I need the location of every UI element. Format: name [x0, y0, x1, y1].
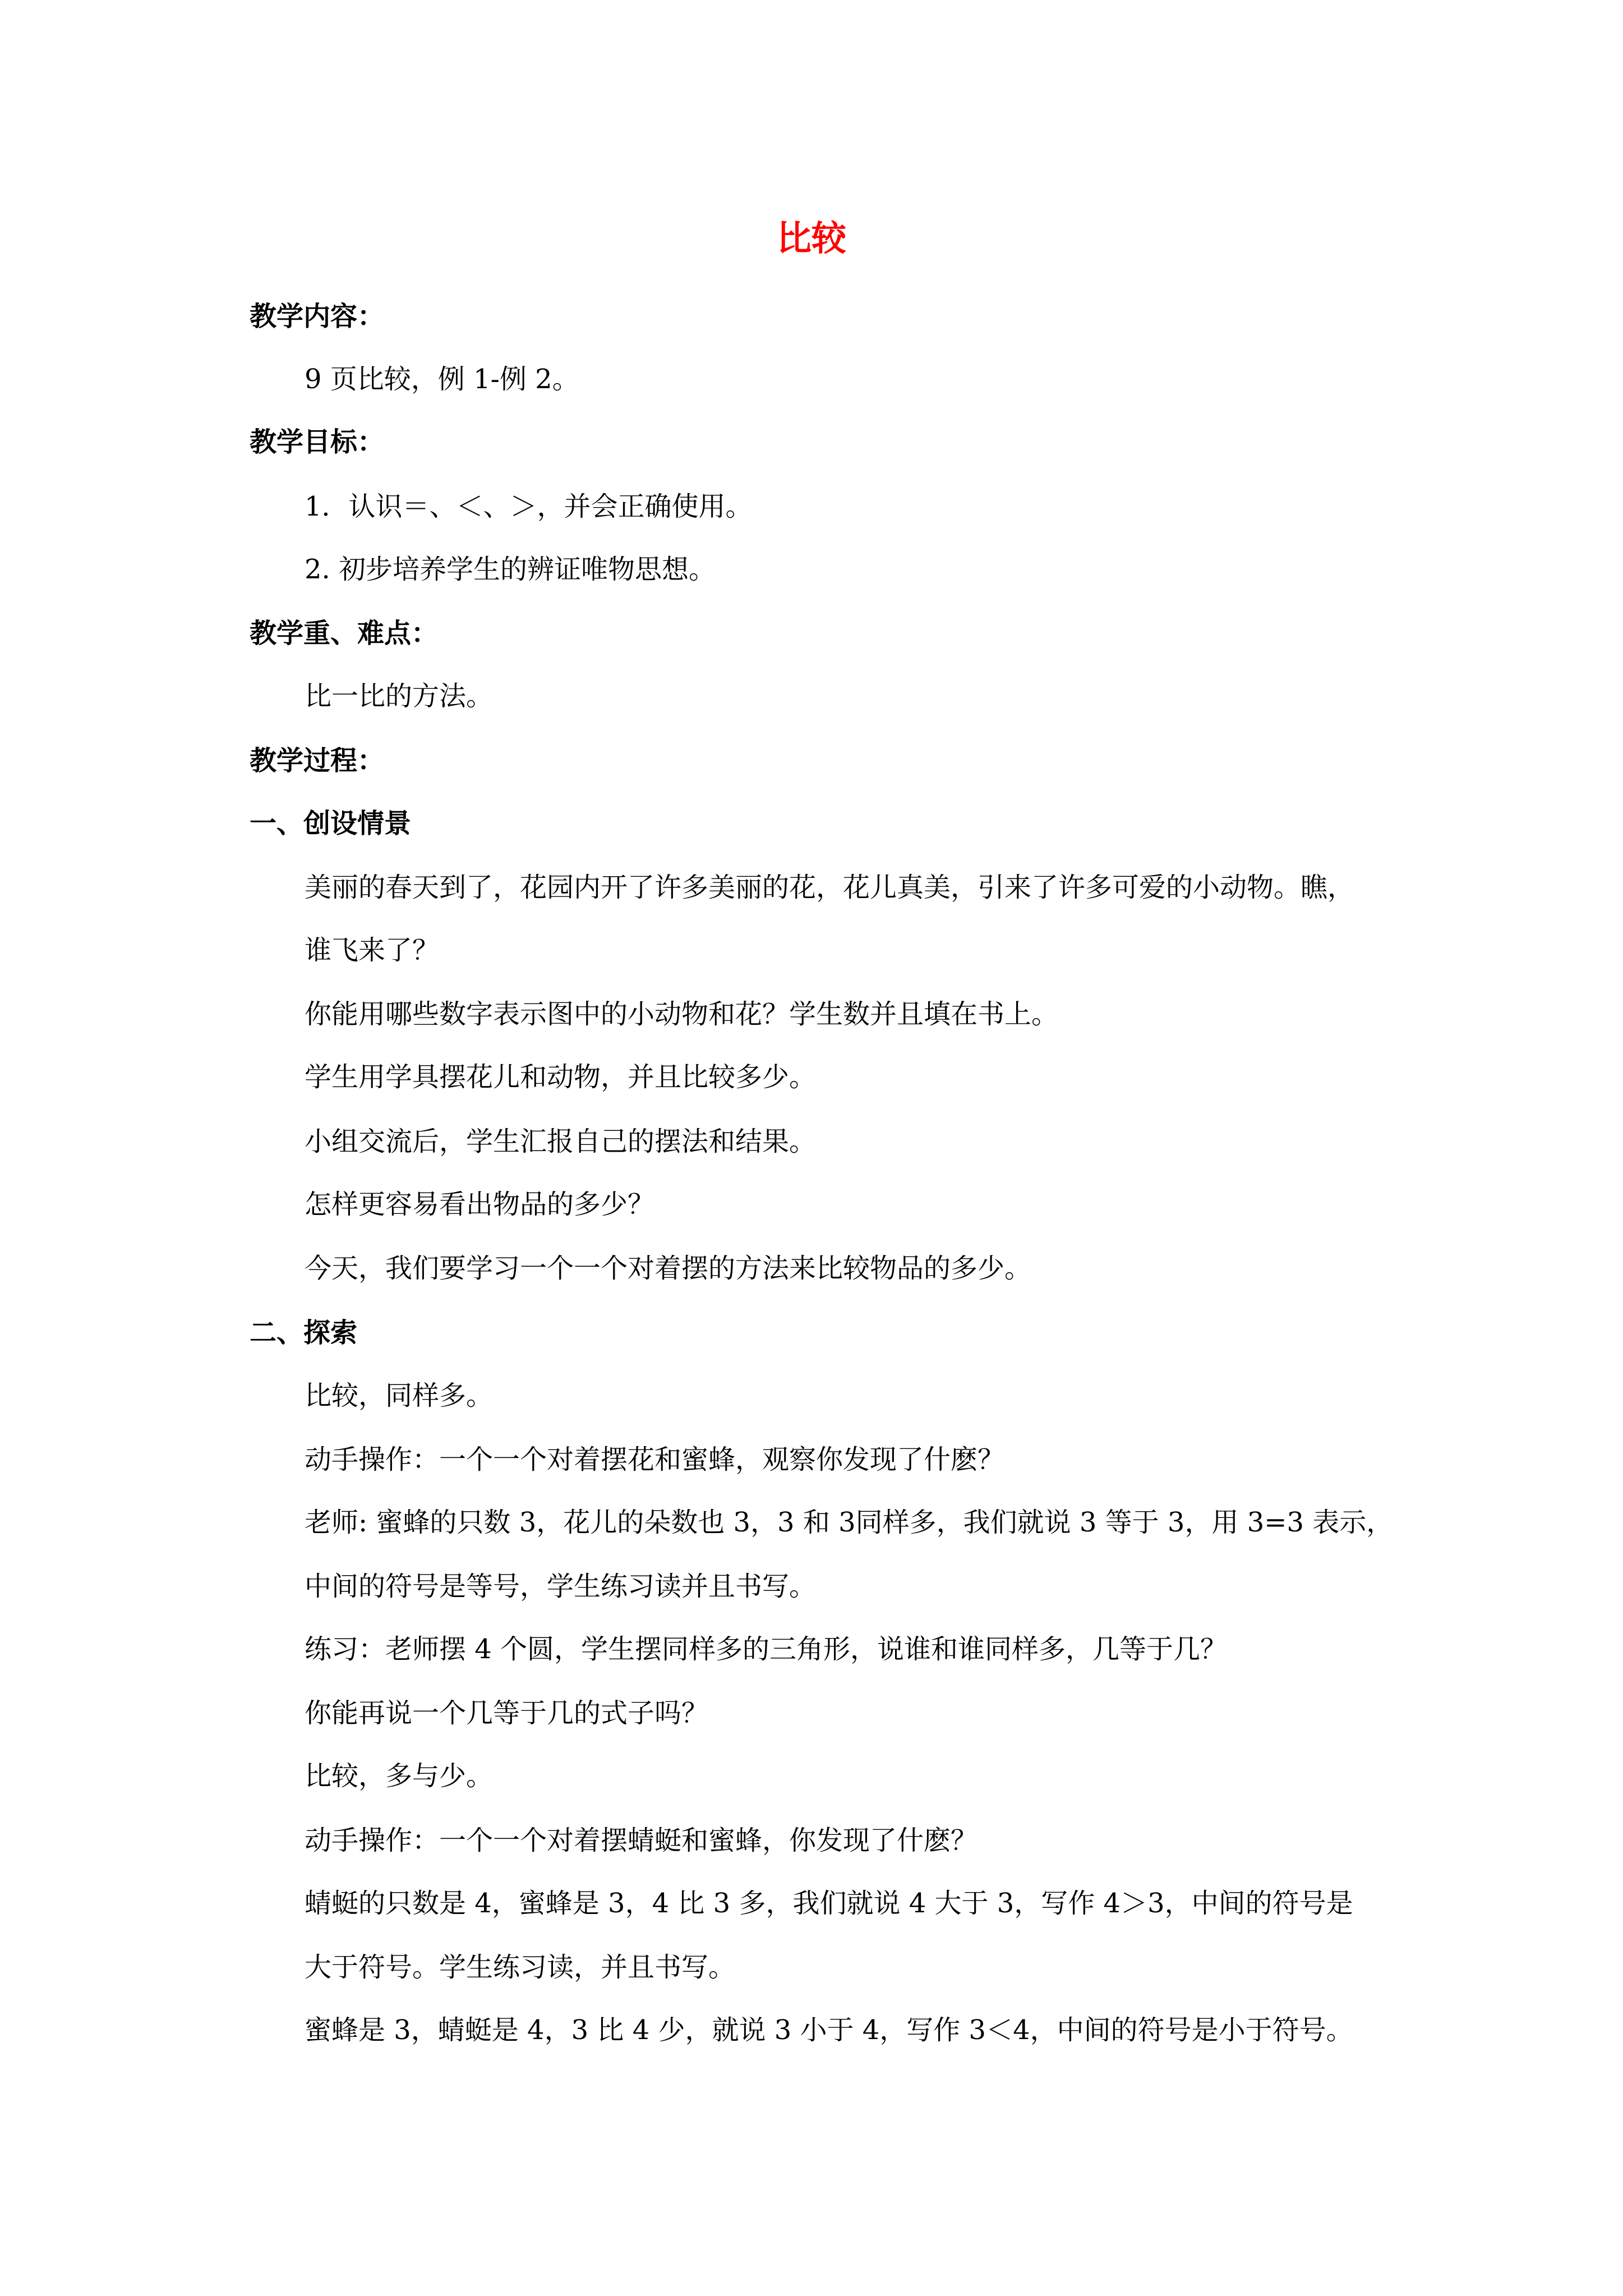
paragraph-line: 谁飞来了？ — [305, 935, 440, 966]
heading-section-two: 二、探索 — [250, 1317, 358, 1349]
paragraph-line: 你能用哪些数字表示图中的小动物和花？学生数并且填在书上。 — [305, 999, 1059, 1030]
heading-section-one: 一、创设情景 — [250, 808, 412, 839]
paragraph-line: 比较，多与少。 — [305, 1760, 494, 1792]
paragraph-line: 2. 初步培养学生的辨证唯物思想。 — [305, 554, 716, 585]
paragraph-line: 动手操作：一个一个对着摆蜻蜓和蜜蜂，你发现了什麽？ — [305, 1825, 978, 1856]
paragraph-line: 1．认识＝、＜、＞，并会正确使用。 — [305, 491, 753, 522]
paragraph-line: 比较，同样多。 — [305, 1380, 494, 1411]
paragraph-line: 美丽的春天到了，花园内开了许多美丽的花，花儿真美，引来了许多可爱的小动物。瞧， — [305, 872, 1355, 903]
paragraph-line: 中间的符号是等号，学生练习读并且书写。 — [305, 1571, 817, 1602]
heading-key-points: 教学重、难点： — [250, 618, 439, 649]
document-title: 比较 — [776, 218, 846, 259]
heading-teaching-process: 教学过程： — [250, 745, 385, 776]
paragraph-line: 练习：老师摆 4 个圆，学生摆同样多的三角形，说谁和谁同样多，几等于几？ — [305, 1634, 1228, 1665]
paragraph-line: 老师: 蜜蜂的只数 3，花儿的朵数也 3，3 和 3同样多，我们就说 3 等于 3，用 3=3 表示， — [305, 1507, 1394, 1538]
paragraph-line: 学生用学具摆花儿和动物，并且比较多少。 — [305, 1061, 817, 1093]
paragraph-line: 9 页比较，例 1-例 2。 — [305, 364, 579, 395]
paragraph-line: 蜜蜂是 3，蜻蜓是 4，3 比 4 少，就说 3 小于 4，写作 3＜4，中间的符号是小于符号。 — [305, 2014, 1353, 2046]
heading-teaching-content: 教学内容： — [250, 301, 385, 332]
paragraph-line: 今天，我们要学习一个一个对着摆的方法来比较物品的多少。 — [305, 1253, 1032, 1284]
heading-teaching-goals: 教学目标： — [250, 426, 385, 458]
paragraph-line: 小组交流后，学生汇报自己的摆法和结果。 — [305, 1126, 817, 1157]
paragraph-line: 动手操作：一个一个对着摆花和蜜蜂，观察你发现了什麽？ — [305, 1444, 1005, 1475]
paragraph-line: 你能再说一个几等于几的式子吗？ — [305, 1697, 709, 1729]
paragraph-line: 大于符号。学生练习读，并且书写。 — [305, 1952, 736, 1983]
paragraph-line: 比一比的方法。 — [305, 680, 494, 712]
paragraph-line: 怎样更容易看出物品的多少？ — [305, 1189, 655, 1220]
paragraph-line: 蜻蜓的只数是 4，蜜蜂是 3，4 比 3 多，我们就说 4 大于 3，写作 4＞3，中间的符号是 — [305, 1888, 1353, 1919]
